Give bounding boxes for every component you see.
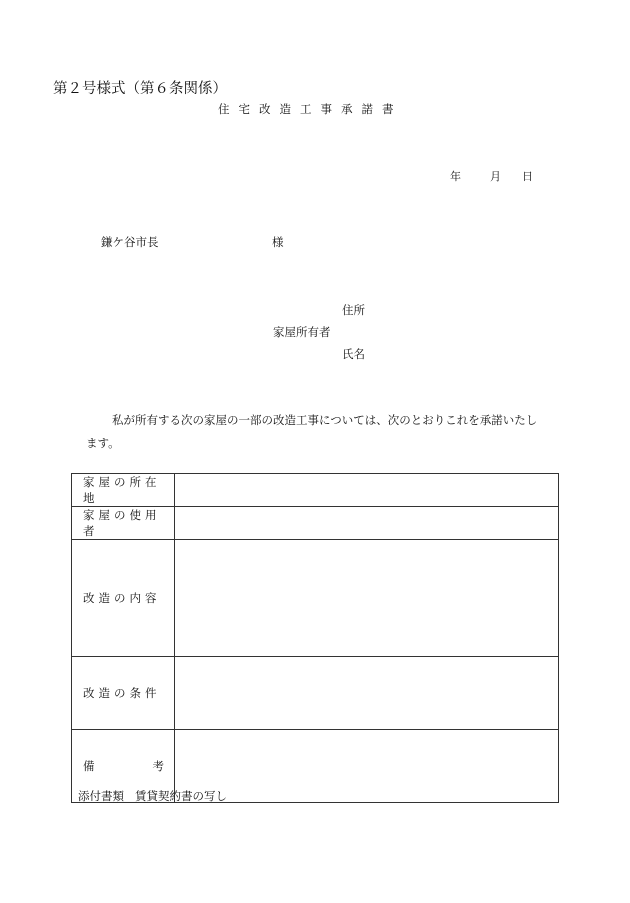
address-label: 住所: [342, 303, 365, 317]
owner-role-label: 家屋所有者: [273, 325, 331, 339]
attachment-label: 添付書類: [78, 789, 124, 803]
table-row: [72, 540, 559, 657]
attachment-note: [78, 788, 227, 804]
remarks-label-right: 考: [152, 759, 164, 773]
date-month-label: 月: [490, 170, 501, 183]
conditions-label: 改造の条件: [72, 657, 175, 730]
table-row: [72, 474, 559, 507]
name-label: 氏名: [342, 347, 365, 361]
remarks-field[interactable]: [175, 730, 559, 803]
work-content-field[interactable]: [175, 540, 559, 657]
addressee-honorific: 様: [272, 235, 284, 249]
details-table: [71, 473, 559, 803]
table-row: [72, 657, 559, 730]
location-field[interactable]: [175, 474, 559, 507]
remarks-label-left: 備: [83, 759, 95, 773]
location-label: 家屋の所在地: [72, 474, 175, 507]
work-content-label: 改造の内容: [72, 540, 175, 657]
table-row: [72, 507, 559, 540]
occupant-field[interactable]: [175, 507, 559, 540]
form-number: 第２号様式（第６条関係）: [53, 81, 227, 97]
conditions-field[interactable]: [175, 657, 559, 730]
attachment-value: 賃貸契約書の写し: [135, 789, 227, 803]
occupant-label: 家屋の使用者: [72, 507, 175, 540]
addressee-name: 鎌ケ谷市長: [101, 235, 159, 249]
date-day-label: 日: [522, 170, 533, 183]
document-title: 住宅改造工事承諾書: [218, 102, 403, 116]
consent-statement: 私が所有する次の家屋の一部の改造工事については、次のとおりこれを承諾いたします。: [86, 413, 538, 450]
date-year-label: 年: [450, 170, 461, 183]
date-line: [450, 168, 533, 184]
